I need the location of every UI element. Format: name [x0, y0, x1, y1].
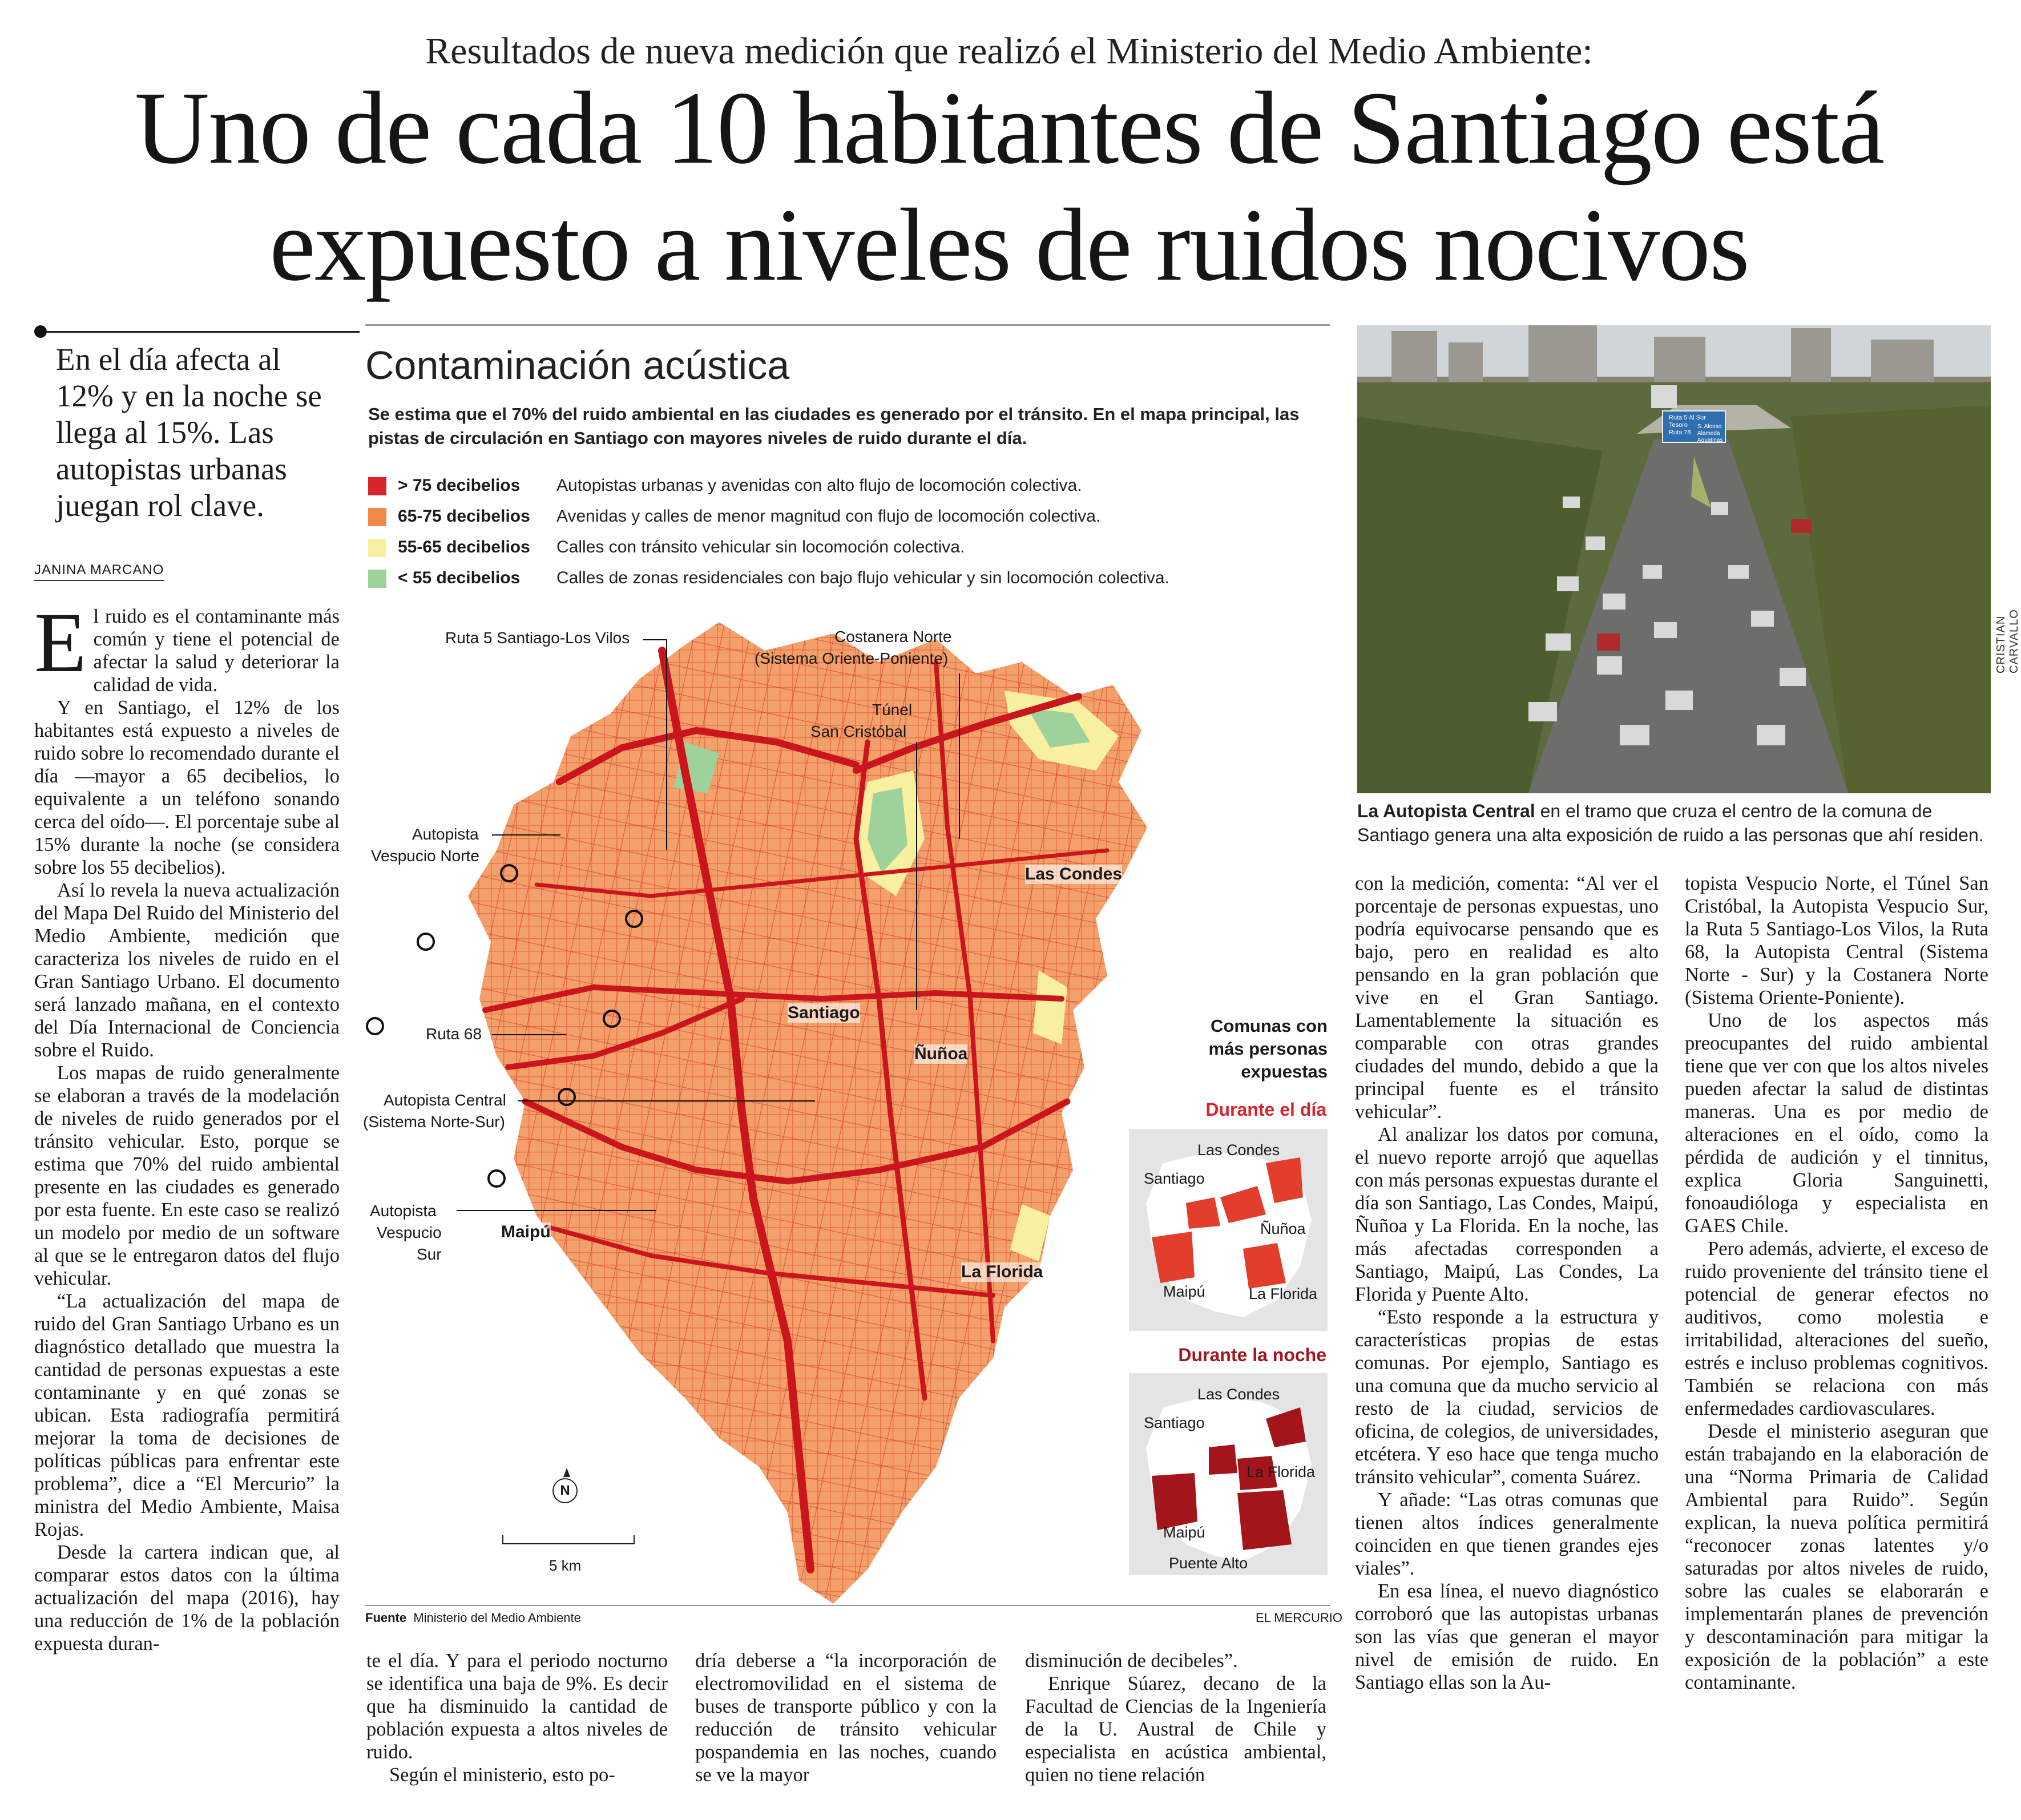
legend-label: > 75 decibelios	[398, 476, 521, 495]
legend-label: < 55 decibelios	[398, 568, 521, 587]
graphic-top-rule	[365, 324, 1330, 326]
inset-day-label: Durante el día	[1205, 1099, 1326, 1120]
inset-heading-line: más personas	[1208, 1039, 1328, 1059]
legend-swatch	[368, 539, 386, 557]
comuna-maipu	[1152, 1473, 1197, 1530]
article-column-5	[1355, 872, 1659, 1694]
legend-description: Autopistas urbanas y avenidas con alto flujo de locomoción colectiva.	[556, 476, 1082, 495]
article-paragraph: topista Vespucio Norte, el Túnel San Cristóbal, la Autopista Vespucio Sur, la Ruta 5 Santiago-Los Vilos, la Ruta 68, la Autopista Central (Sistema Norte - Sur) y la Costanera Norte (Sistema Oriente-Poniente).	[1685, 873, 1988, 1008]
highway-photo	[1357, 325, 1991, 793]
legend-description: Avenidas y calles de menor magnitud con flujo de locomoción colectiva.	[556, 507, 1101, 526]
callout-vespucio-norte-1: Autopista	[412, 825, 479, 843]
leader-line	[959, 673, 960, 839]
article-paragraph	[34, 595, 340, 696]
inset-night-map	[1129, 1373, 1328, 1575]
marker-vespucio-sur	[489, 1171, 505, 1187]
article-paragraph: “La actualización del mapa de ruido del Gran Santiago Urbano es un diagnóstico detallado que muestra la cantidad de personas expuestas a este contaminante y en qué zonas se ubican. Esta radiografía permitirá mejorar la toma de decisiones de políticas públicas para enfrentar este problema”, dice a “El Mercurio” la ministra del Medio Ambiente, Maisa Rojas.	[34, 1290, 340, 1540]
legend-swatch	[368, 508, 386, 526]
drop-cap: E	[34, 595, 87, 690]
legend-item	[368, 506, 1338, 528]
article-paragraph: “Esto responde a la estructura y características propias de estas comunas. Por ejemplo, Santiago es una comuna que da mucho servicio al resto de la ciudad, servicios de oficina, de colegios, de universidades, etcétera. Y eso hace que tenga mucho tránsito vehicular”, comenta Suárez.	[1355, 1306, 1659, 1488]
source-text: Ministerio del Medio Ambiente	[413, 1611, 581, 1625]
inset-heading-line: expuestas	[1241, 1062, 1328, 1081]
legend-description: Calles de zonas residenciales con bajo flujo vehicular y sin locomoción colectiva.	[556, 568, 1169, 587]
article-paragraph: En esa línea, el nuevo diagnóstico corroboró que las autopistas urbanas son las vías que generan el mayor nivel de emisión de ruido. En Santiago ellas son la Au-	[1355, 1580, 1659, 1693]
article-column-4	[1025, 1649, 1326, 1786]
leader-line	[457, 1210, 656, 1211]
callout-vespucio-sur-3: Sur	[417, 1245, 442, 1263]
comuna-maipu	[1152, 1232, 1195, 1283]
callout-vespucio-norte-2: Vespucio Norte	[371, 847, 479, 865]
lede-rule	[46, 331, 360, 333]
callout-ruta68: Ruta 68	[426, 1025, 482, 1043]
map-label-santiago: Santiago	[788, 1003, 860, 1022]
comuna-santiago	[1209, 1444, 1237, 1475]
lede: En el día afecta al 12% y en la noche se llega al 15%. Las autopistas urbanas juegan rol clave.	[56, 342, 322, 523]
inset-day-santiago: Santiago	[1144, 1170, 1205, 1187]
headline-line-1: Uno de cada 10 habitantes de Santiago está	[134, 71, 1884, 185]
graphic-title: Contaminación acústica	[365, 343, 790, 388]
article-paragraph: Enrique Súarez, decano de la Facultad de Ciencias de la Ingeniería de la U. Austral de Chile y especialista en acústica ambiental, quien no tiene relación	[1025, 1673, 1326, 1786]
article-column-1	[34, 595, 340, 1655]
legend-swatch	[368, 570, 386, 588]
sign-line: S. Alonso	[1697, 423, 1722, 430]
article-column-6	[1685, 872, 1988, 1694]
caption-text: en el tramo que cruza el centro de la comuna de Santiago genera una alta exposición de ruido a las personas que ahí residen.	[1357, 801, 1984, 845]
inset-heading	[1179, 1015, 1328, 1083]
sign-line: Tesoro	[1669, 422, 1688, 429]
highway-photo-illustration	[1357, 325, 1991, 793]
callout-tunel-1: Túnel	[872, 701, 913, 719]
inset-night-label: Durante la noche	[1178, 1345, 1326, 1365]
article-paragraph: con la medición, comenta: “Al ver el porcentaje de personas expuestas, uno podría equivocarse pensando que es bajo, pero en realidad es alto pensando en la gran población que vive en el Gran Santiago. Lamentablemente la situación es comparable con otras grandes ciudades del mundo, debido a que la principal fuente es el tránsito vehicular”.	[1355, 873, 1659, 1123]
leader-line	[518, 1100, 815, 1101]
callout-costanera-2: (Sistema Oriente-Poniente)	[755, 649, 949, 667]
callout-vespucio-sur-2: Vespucio	[377, 1224, 442, 1241]
graphic-intro: Se estima que el 70% del ruido ambiental en las ciudades es generado por el tránsito. En el mapa principal, las pistas de circulación en Santiago con mayores niveles de ruido durante el día.	[368, 404, 1300, 448]
graphic-source	[365, 1611, 581, 1625]
byline: JANINA MARCANO	[34, 562, 164, 581]
legend-item	[368, 536, 1338, 559]
legend-item	[368, 567, 1338, 590]
inset-night-maipu: Maipú	[1163, 1524, 1205, 1541]
legend-label: 65-75 decibelios	[398, 507, 530, 526]
graphic-bottom-rule	[365, 1605, 1330, 1606]
sign-line: Alameda	[1697, 430, 1720, 437]
legend-description: Calles con tránsito vehicular sin locomoción colectiva.	[556, 538, 965, 556]
article-column-2	[366, 1649, 668, 1786]
article-paragraph: te el día. Y para el periodo nocturno se identifica una baja de 9%. Es decir que ha disminuido la cantidad de población expuesta a altos niveles de ruido.	[366, 1650, 668, 1763]
map-label-maipu: Maipú	[501, 1222, 551, 1241]
article-paragraph: Así lo revela la nueva actualización del Mapa Del Ruido del Ministerio del Medio Ambiente, medición que caracteriza los niveles de ruido en el Gran Santiago Urbano. El documento será lanzado mañana, en el contexto del Día Internacional de Conciencia sobre el Ruido.	[34, 879, 340, 1061]
inset-night-la-florida: La Florida	[1247, 1463, 1316, 1480]
inset-day-las-condes: Las Condes	[1197, 1141, 1280, 1159]
paragraph-text: l ruido es el contaminante más común y tiene el potencial de afectar la salud y deteriorar la calidad de vida.	[93, 606, 340, 696]
leader-line	[492, 1034, 566, 1035]
callout-costanera-1: Costanera Norte	[834, 628, 952, 645]
leader-line	[492, 834, 560, 836]
article-paragraph: Desde la cartera indican que, al comparar estos datos con la última actualización del mapa (2016), hay una reducción de 1% de la población expuesta duran-	[34, 1541, 340, 1654]
article-paragraph: Y añade: “Las otras comunas que tienen altos índices generalmente coinciden en que tienen grandes ejes viales”.	[1355, 1489, 1659, 1579]
map-label-las-condes: Las Condes	[1025, 865, 1123, 883]
north-arrow-icon: N	[552, 1478, 578, 1503]
inset-night-puente-alto: Puente Alto	[1169, 1555, 1248, 1572]
article-paragraph: Los mapas de ruido generalmente se elaboran a través de la modelación de niveles de ruido generados por el tránsito vehicular. Esto, porque se estima que 70% del ruido ambiental presente en las ciudades es generado por esta fuente. En este caso se realizó un modelo por medio de un software al que se le entregaron datos del flujo vehicular.	[34, 1062, 340, 1289]
comuna-puente-alto	[1237, 1490, 1292, 1550]
map-label-nunoa: Ñuñoa	[914, 1044, 968, 1063]
scale-bar	[502, 1535, 635, 1544]
photo-road-sign-right	[1697, 423, 1723, 444]
marker-ruta68	[367, 1018, 383, 1034]
leader-line	[666, 639, 667, 850]
scale-label: 5 km	[549, 1557, 582, 1574]
sign-line: Ruta 5 Al Sur	[1669, 414, 1706, 421]
photo-caption	[1357, 799, 1991, 847]
graphic-credit: EL MERCURIO	[1256, 1611, 1342, 1625]
headline-line-2: expuesto a niveles de ruidos nocivos	[269, 188, 1749, 302]
comuna-santiago	[1186, 1197, 1220, 1229]
article-paragraph: Y en Santiago, el 12% de los habitantes está expuesto a niveles de ruido sobre lo recomendado durante el día —mayor a 65 decibelios, lo equivalente a un teléfono sonando cerca del oído—. El porcentaje sube al 15% durante la noche (se considera sobre los 55 decibelios).	[34, 697, 340, 878]
map-label-la-florida: La Florida	[961, 1262, 1043, 1281]
caption-bold: La Autopista Central	[1357, 801, 1535, 821]
callout-vespucio-sur-1: Autopista	[370, 1202, 437, 1220]
callout-ruta5: Ruta 5 Santiago-Los Vilos	[445, 629, 630, 647]
legend-swatch	[368, 477, 386, 495]
legend-label: 55-65 decibelios	[398, 538, 530, 556]
article-paragraph: Uno de los aspectos más preocupantes del ruido ambiental tiene que ver con que los altos niveles pueden afectar la salud de distintas maneras. Una es por medio de alteraciones en el oído, como la pérdida de audición y el tinnitus, explica Gloria Sanguinetti, fonoaudióloga y especialista en GAES Chile.	[1685, 1010, 1988, 1237]
legend-item	[368, 475, 1338, 498]
north-pointer-icon	[563, 1468, 570, 1477]
inset-day-maipu: Maipú	[1163, 1283, 1205, 1300]
callout-tunel-2: San Cristóbal	[810, 723, 907, 740]
article-paragraph: dría deberse a “la incorporación de electromovilidad en el sistema de buses de transporte público y con la reducción de tránsito vehicular pospandemia en las noches, cuando se ve la mayor	[695, 1650, 997, 1786]
article-paragraph: Al analizar los datos por comuna, el nuevo reporte arrojó que aquellas con más personas expuestas durante el día son Santiago, Las Condes, Maipú, Ñuñoa y La Florida. En la noche, las más afectadas corresponden a Santiago, Maipú, Las Condes, La Florida y Puente Alto.	[1355, 1124, 1659, 1305]
callout-central-1: Autopista Central	[384, 1091, 506, 1109]
inset-day-map	[1129, 1129, 1328, 1331]
photo-credit: CRISTIAN CARVALLO	[1995, 609, 2020, 673]
lede-bullet	[34, 325, 47, 338]
kicker: Resultados de nueva medición que realizó el Ministerio del Medio Ambiente:	[425, 30, 1593, 72]
callout-central-2: (Sistema Norte-Sur)	[363, 1113, 505, 1131]
leader-line	[916, 742, 917, 1010]
marker-vespucio-norte	[418, 934, 434, 950]
article-paragraph: Pero además, advierte, el exceso de ruido proveniente del tránsito tiene el potencial de generar efectos no auditivos, como molestia e irritabilidad, alteraciones del sueño, estrés e incluso problemas cognitivos. También se relaciona con más enfermedades cardiovasculares.	[1685, 1238, 1988, 1419]
sign-line: Aguatinas	[1697, 437, 1723, 443]
article-column-3	[695, 1649, 997, 1786]
inset-night-santiago: Santiago	[1144, 1414, 1205, 1431]
article-paragraph: Según el ministerio, esto po-	[389, 1764, 615, 1786]
inset-day-la-florida: La Florida	[1249, 1285, 1318, 1302]
inset-night-las-condes: Las Condes	[1197, 1386, 1280, 1403]
inset-day-nunoa: Ñuñoa	[1260, 1220, 1306, 1237]
inset-heading-line: Comunas con	[1211, 1016, 1328, 1036]
source-label: Fuente	[365, 1611, 407, 1625]
sign-line: Ruta 78	[1669, 429, 1691, 436]
article-paragraph: disminución de decibeles”.	[1025, 1650, 1238, 1672]
article-paragraph: Desde el ministerio aseguran que están trabajando en la elaboración de una “Norma Primaria de Calidad Ambiental para Ruido”. Según explican, la nueva política permitirá “reconocer zonas latentes y/o saturadas por altos niveles de ruido, sobre las cuales se elaborarán e implementarán planes de prevención y descontaminación para mitigar la exposición de la población” a este contaminante.	[1685, 1421, 1988, 1693]
leader-line	[643, 639, 666, 640]
